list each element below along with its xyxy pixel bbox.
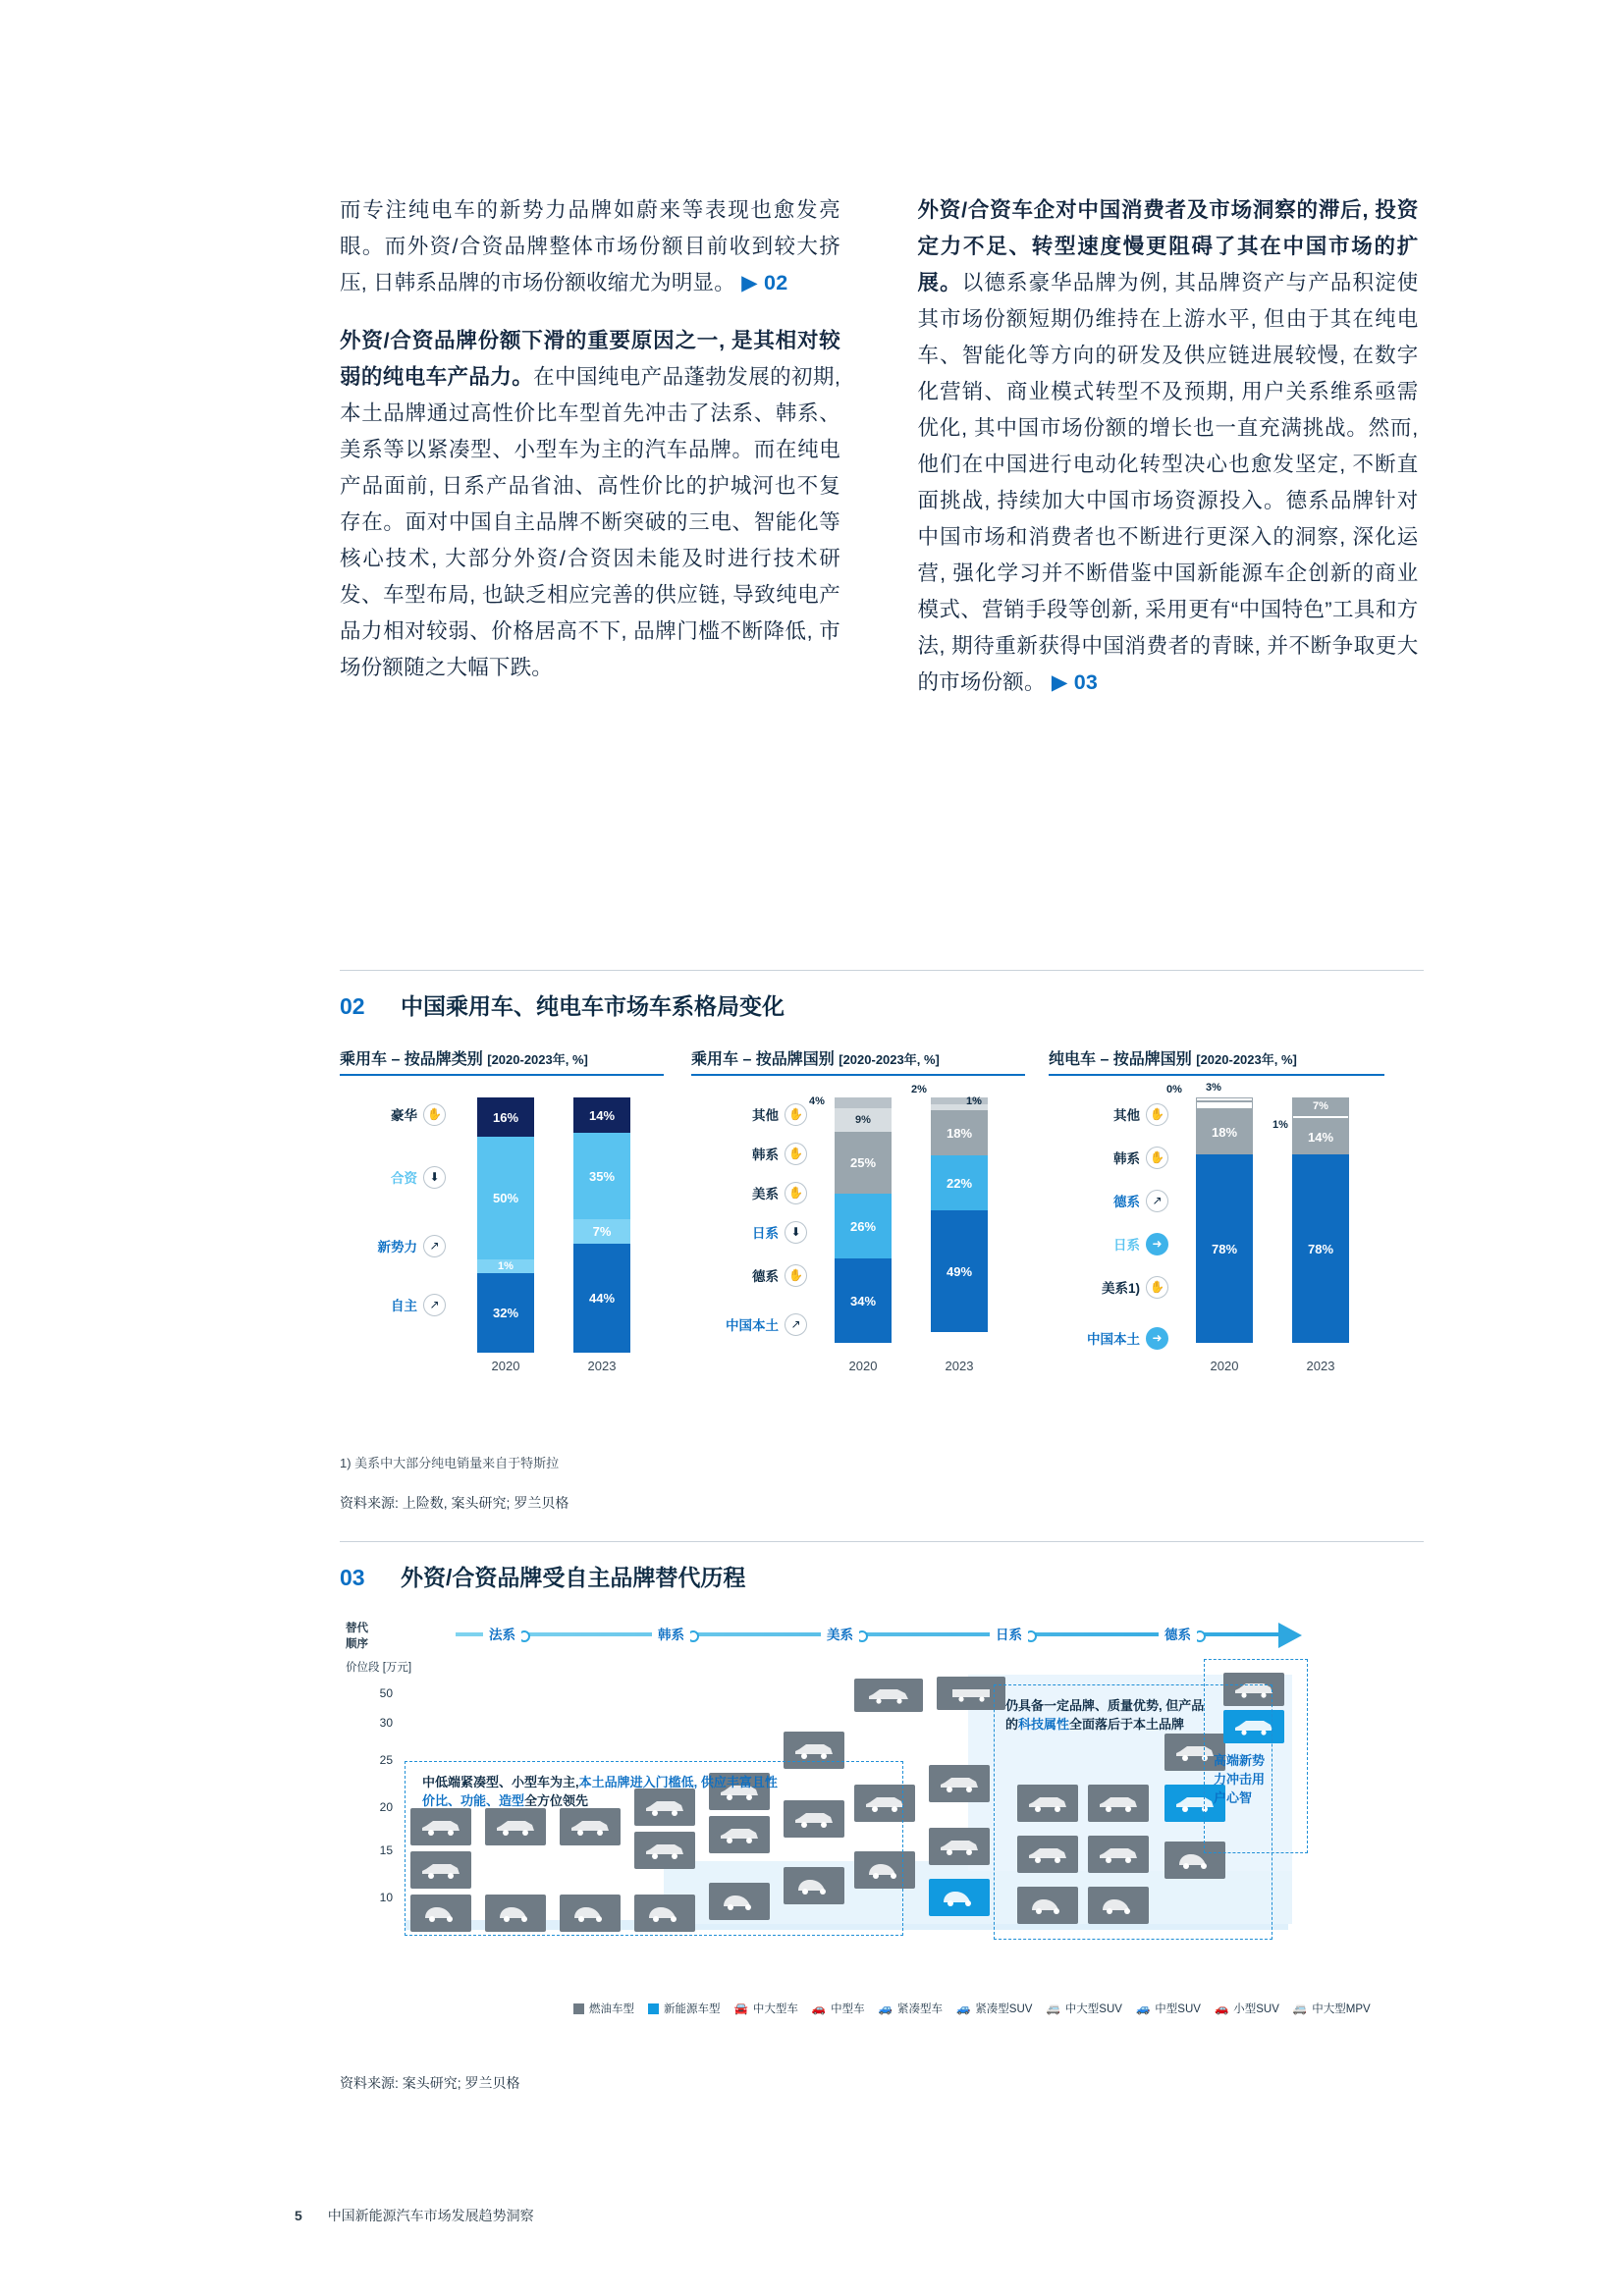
exhibit-02-charts (340, 1046, 1424, 1439)
legend-label: 中型车 (831, 2003, 865, 2015)
legend-item[interactable] (1049, 1190, 1168, 1211)
legend-label: 德系 (752, 1269, 779, 1284)
bars-bev-country (1166, 1082, 1388, 1373)
legend-label: 德系 (1113, 1195, 1140, 1209)
y-tick: 20 (379, 1800, 393, 1814)
chart-panel-passenger-country (691, 1046, 1025, 1076)
legend-item (1293, 2001, 1371, 2016)
hand-icon: ✋ (1146, 1147, 1168, 1169)
paragraph (917, 192, 1418, 701)
paragraph-text: 在中国纯电产品蓬勃发展的初期, 本土品牌通过高性价比车型首先冲击了法系、韩系、美系等以紧凑型、小型车为主的汽车品牌。而在纯电产品面前, 日系产品省油、高性价比的护城河也不复存在。面对中国自主品牌不断突破的三电、智能化等核心技术, 大部分外资/合资因未能及时进行技术研发、车型布局, 也缺乏相应完善的供应链, 导致纯电产品力相对较弱、价格居高不下, 品牌门槛不断降低, 市场份额随之大幅下跌。 (340, 365, 840, 679)
arrow-up-right-icon: ↗ (423, 1294, 446, 1316)
callout-line-highlight: 高端新势 (1214, 1753, 1266, 1768)
exhibit-ref-02[interactable]: ▶ 02 (734, 271, 788, 294)
bar-segment: 32% (477, 1273, 534, 1353)
bar-segment: 7% (1292, 1097, 1349, 1115)
paragraph-text: 以德系豪华品牌为例, 其品牌资产与产品积淀使其市场份额短期仍维持在上游水平, 但由于其在纯电车、智能化等方向的研发及供应链进展较慢, 在数字化营销、商业模式转型不及预期, 用户关系维系亟需优化, 其中国市场份额的增长也一直充满挑战。然而, 他们在中国进行电动化转型决心也愈发坚定, 不断直面挑战, 持续加大中国市场资源投入。德系品牌针对中国市场和消费者也不断进行更深入的洞察, 深化运营, 强化学习并不断借鉴中国新能源车企创新的商业模式、营销手段等创新, 采用更有“中国特色”工具和方法, 期待重新获得中国消费者的青睐, 并不断争取更大的市场份额。 (917, 271, 1419, 694)
arrow-head-icon (1278, 1623, 1302, 1648)
callout-line: 中低端紧凑型、小型车为主, (422, 1775, 579, 1789)
legend-item[interactable] (1049, 1147, 1168, 1168)
arrow-up-right-icon: ↗ (423, 1235, 446, 1257)
callout-line: 仍具备一定品牌、质量优势, 但产品 (1005, 1698, 1205, 1713)
bar-2023[interactable] (931, 1097, 988, 1332)
suv-mid-icon: 🚙 (1135, 2003, 1151, 2015)
legend-item (1046, 2001, 1121, 2016)
legend-label: 日系 (1113, 1238, 1140, 1253)
bar-segment: 9% (835, 1108, 892, 1132)
sedan-mid-icon: 🚗 (811, 2003, 827, 2015)
axis-year: 2020 (1210, 1359, 1239, 1373)
divider (340, 1541, 1424, 1542)
panel-title-range: [2020-2023年, %] (487, 1052, 588, 1067)
sedan-large-icon: 🚘 (733, 2003, 748, 2015)
band-label-japanese: 日系 (990, 1624, 1028, 1643)
exhibit-02-number: 02 (340, 993, 365, 1019)
axis-year: 2020 (491, 1359, 520, 1373)
legend-label: 紧凑型车 (896, 2003, 943, 2015)
legend-label: 美系1) (1101, 1281, 1140, 1296)
legend-label: 日系 (752, 1226, 779, 1241)
bar-segment: 44% (573, 1244, 630, 1353)
bar-segment: 35% (573, 1133, 630, 1219)
bar-annotation: 0% (1166, 1084, 1182, 1095)
paragraph-lead: 外资/合资品牌份额下滑的重要原因之一, 是其相对较弱的纯电车产品力。 (340, 329, 840, 389)
car-chip (929, 1828, 990, 1865)
panel-title (340, 1046, 664, 1076)
y-tick: 15 (379, 1843, 393, 1857)
band-label-american: 美系 (821, 1624, 859, 1643)
legend-label: 中型SUV (1155, 2003, 1201, 2015)
exhibit-03-number: 03 (340, 1565, 365, 1590)
suv-small-icon: 🚗 (1214, 2003, 1229, 2015)
legend-item[interactable] (340, 1294, 446, 1315)
bar-segment: 7% (573, 1219, 630, 1244)
legend-label: 中大型SUV (1064, 2003, 1122, 2015)
panel-title-text: 乘用车 – 按品牌国别 (691, 1051, 835, 1068)
exhibit-02-title: 中国乘用车、纯电车市场车系格局变化 (401, 993, 785, 1019)
exhibit-ref-03[interactable]: ▶ 03 (1045, 670, 1099, 694)
callout-line-highlight: 本土品牌进入门槛低, 供应丰富且性 (578, 1775, 778, 1789)
callout-line: 全方位领先 (524, 1793, 589, 1808)
y-tick: 30 (379, 1716, 393, 1730)
paragraph (340, 192, 840, 301)
legend-label: 其他 (1113, 1108, 1140, 1123)
hand-icon: ✋ (785, 1182, 807, 1204)
callout-line-highlight: 力冲击用 (1214, 1772, 1266, 1787)
legend-label: 其他 (752, 1108, 779, 1123)
callout-line-highlight: 科技属性 (1018, 1717, 1070, 1732)
arrow-up-right-icon: ↗ (1146, 1190, 1168, 1212)
arrow-right-icon: ➜ (1146, 1327, 1168, 1350)
panel-title (691, 1046, 1025, 1076)
bar-segment: 14% (1292, 1119, 1349, 1154)
car-chip-nev (929, 1879, 990, 1916)
legend-bev-country (1049, 1097, 1168, 1349)
callout-line: 全面落后于本土品牌 (1069, 1717, 1185, 1732)
legend-item (573, 2001, 634, 2016)
band-label-german: 德系 (1159, 1624, 1197, 1643)
exhibit-03-legend (573, 2001, 1384, 2016)
legend-item (812, 2001, 865, 2016)
legend-label: 小型SUV (1233, 2003, 1279, 2015)
exhibit-03-header (340, 1560, 1424, 1592)
panel-title (1049, 1046, 1384, 1076)
callout-line: 的 (1005, 1717, 1019, 1732)
bar-segment: 50% (477, 1137, 534, 1259)
paragraph-text: 而专注纯电车的新势力品牌如蔚来等表现也愈发亮眼。而外资/合资品牌整体市场份额目前收到较大挤压, 日韩系品牌的市场份额收缩尤为明显。 (340, 198, 840, 294)
arrow-right-icon: ➜ (1146, 1233, 1168, 1255)
legend-label: 新势力 (377, 1240, 417, 1255)
hand-icon: ✋ (423, 1103, 446, 1126)
legend-item[interactable] (691, 1182, 807, 1203)
exhibit-03 (340, 1541, 1424, 2093)
bar-segment: 14% (573, 1097, 630, 1133)
exhibit-02-footnote: 1) 美系中大部分纯电销量来自于特斯拉 (340, 1456, 560, 1470)
bar-segment: 18% (1196, 1109, 1253, 1154)
hand-icon: ✋ (1146, 1103, 1168, 1126)
bar-segment (1196, 1101, 1253, 1109)
exhibit-03-chart (340, 1616, 1424, 2038)
exhibit-02-source: 资料来源: 上险数, 案头研究; 罗兰贝格 (340, 1495, 569, 1511)
legend-item (734, 2001, 798, 2016)
text-column-left (340, 192, 840, 708)
legend-item (648, 2001, 721, 2016)
bar-segment: 26% (835, 1194, 892, 1258)
bar-2020[interactable] (1196, 1097, 1253, 1343)
exhibit-02-header (340, 988, 1424, 1021)
legend-label: 中国本土 (726, 1318, 779, 1333)
bar-segment (835, 1097, 892, 1108)
bar-segment: 18% (931, 1110, 988, 1155)
legend-label: 中大型车 (752, 2003, 798, 2015)
legend-label: 韩系 (1113, 1151, 1140, 1166)
axis-year: 2020 (848, 1359, 878, 1373)
panel-title-text: 纯电车 – 按品牌国别 (1049, 1051, 1192, 1068)
suv-large-icon: 🚐 (1046, 2003, 1060, 2015)
panel-title-range: [2020-2023年, %] (1196, 1052, 1297, 1067)
exhibit-03-title: 外资/合资品牌受自主品牌替代历程 (401, 1565, 746, 1590)
page-footer (295, 2206, 534, 2225)
axis-year: 2023 (587, 1359, 617, 1373)
panel-title-text: 乘用车 – 按品牌类别 (340, 1051, 483, 1068)
page-number: 5 (295, 2208, 302, 2223)
substitution-order-arrow (456, 1622, 1310, 1647)
bar-annotation: 4% (809, 1095, 825, 1107)
legend-item[interactable] (340, 1166, 446, 1188)
legend-item (1215, 2001, 1279, 2016)
exhibit-02 (340, 970, 1424, 1513)
legend-item[interactable] (691, 1264, 807, 1286)
arrow-up-right-icon: ↗ (785, 1313, 807, 1336)
arrow-down-icon: ⬇ (423, 1166, 446, 1189)
y-tick: 50 (379, 1686, 393, 1700)
legend-label: 中国本土 (1087, 1332, 1140, 1347)
legend-label: 紧凑型SUV (975, 2003, 1033, 2015)
band-label-korean: 韩系 (652, 1624, 690, 1643)
legend-item[interactable] (1049, 1103, 1168, 1125)
legend-passenger-country (691, 1097, 807, 1335)
bar-2023[interactable] (1292, 1097, 1349, 1343)
legend-label: 新能源车型 (664, 2003, 721, 2015)
callout-text-entry-level (422, 1773, 884, 1810)
legend-label: 韩系 (752, 1148, 779, 1162)
article-body (340, 192, 1420, 722)
car-chip (929, 1765, 990, 1802)
bar-annotation: 2% (911, 1084, 927, 1095)
hand-icon: ✋ (1146, 1276, 1168, 1299)
legend-item (956, 2001, 1032, 2016)
callout-line-highlight: 价比、功能、造型 (422, 1793, 525, 1808)
bar-segment: 34% (835, 1258, 892, 1343)
band-label-french: 法系 (483, 1624, 521, 1643)
callout-line-highlight: 户心智 (1214, 1790, 1253, 1805)
hand-icon: ✋ (785, 1103, 807, 1126)
sedan-compact-icon: 🚙 (878, 2003, 893, 2015)
paragraph-lead: 外资/合资车企对中国消费者及市场洞察的滞后, 投资定力不足、转型速度慢更阻碍了其在中国市场的扩展。 (917, 198, 1419, 294)
legend-item[interactable] (340, 1235, 446, 1256)
bar-segment: 78% (1292, 1154, 1349, 1343)
callout-text-premium-nev (1214, 1751, 1298, 1807)
bar-segment: 22% (931, 1155, 988, 1210)
order-axis-label-line2: 顺序 (346, 1638, 368, 1650)
bar-segment: 49% (931, 1210, 988, 1332)
bar-annotation: 1% (1272, 1119, 1288, 1131)
car-chip (854, 1679, 923, 1712)
bar-annotation: 1% (966, 1095, 982, 1107)
bar-2020[interactable] (477, 1097, 534, 1353)
mpv-large-icon: 🚐 (1292, 2003, 1308, 2015)
arrow-line (456, 1632, 1280, 1636)
legend-item (1136, 2001, 1201, 2016)
text-column-right (917, 192, 1418, 722)
axis-year: 2023 (945, 1359, 974, 1373)
bar-annotation: 3% (1206, 1082, 1221, 1094)
bars-passenger-country (809, 1084, 1027, 1373)
legend-brand-category (340, 1097, 446, 1315)
legend-item[interactable] (691, 1103, 807, 1125)
legend-item[interactable] (691, 1143, 807, 1164)
swatch-ice-icon (573, 2003, 584, 2014)
bar-2023[interactable] (573, 1097, 630, 1353)
axis-year: 2023 (1306, 1359, 1335, 1373)
legend-label: 燃油车型 (589, 2003, 634, 2015)
paragraph (340, 323, 840, 686)
y-tick: 25 (379, 1753, 393, 1767)
legend-label: 自主 (391, 1299, 417, 1313)
hand-icon: ✋ (785, 1264, 807, 1287)
legend-item[interactable] (340, 1103, 446, 1125)
legend-item[interactable] (691, 1221, 807, 1243)
legend-item[interactable] (1049, 1327, 1168, 1349)
legend-item[interactable] (691, 1313, 807, 1335)
y-axis-label: 价位段 [万元] (346, 1662, 412, 1674)
bar-segment: 16% (477, 1097, 534, 1137)
legend-item[interactable] (1049, 1233, 1168, 1255)
swatch-nev-icon (648, 2003, 659, 2014)
suv-compact-icon: 🚙 (955, 2003, 971, 2015)
divider (340, 970, 1424, 971)
bar-segment: 1% (477, 1259, 534, 1273)
chart-panel-brand-category (340, 1046, 664, 1076)
arrow-down-icon: ⬇ (785, 1221, 807, 1244)
document-title: 中国新能源汽车市场发展趋势洞察 (327, 2208, 534, 2223)
legend-label: 美系 (752, 1187, 779, 1201)
order-axis-label-line1: 替代 (346, 1623, 368, 1634)
legend-item[interactable] (1049, 1276, 1168, 1298)
y-tick: 10 (379, 1891, 393, 1904)
legend-item (879, 2001, 943, 2016)
bar-2020[interactable] (835, 1097, 892, 1343)
exhibit-03-source: 资料来源: 案头研究; 罗兰贝格 (340, 2075, 520, 2091)
panel-title-range: [2020-2023年, %] (839, 1052, 940, 1067)
hand-icon: ✋ (785, 1143, 807, 1165)
legend-label: 中大型MPV (1312, 2003, 1371, 2015)
bars-brand-category (467, 1097, 664, 1373)
legend-label: 合资 (391, 1171, 417, 1186)
bar-segment: 78% (1196, 1154, 1253, 1343)
chart-panel-bev-country (1049, 1046, 1384, 1076)
bar-segment: 25% (835, 1132, 892, 1194)
legend-label: 豪华 (391, 1108, 417, 1123)
